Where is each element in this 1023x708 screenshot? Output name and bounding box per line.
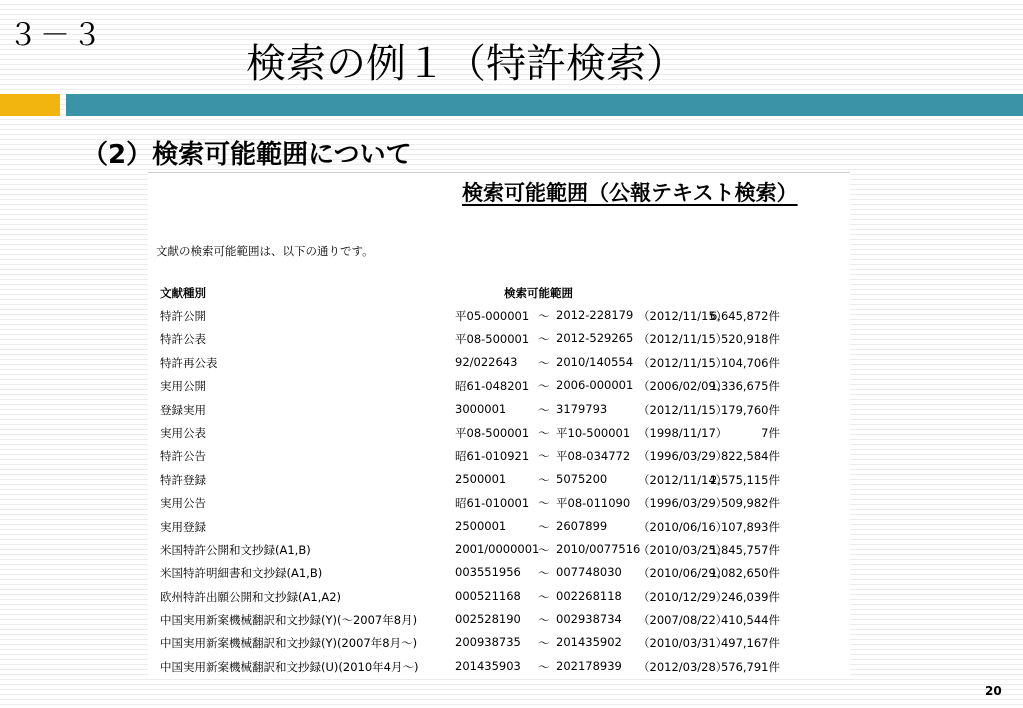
table-row xyxy=(148,351,850,374)
row-document-type: 実用公開 xyxy=(160,379,206,394)
row-range-separator: ～ xyxy=(538,542,550,557)
row-range-end: 平10-500001 xyxy=(556,425,631,440)
page-number: 20 xyxy=(985,684,1002,698)
slide-title: 検索の例１（特許検索） xyxy=(246,41,686,87)
row-range-end: 平08-034772 xyxy=(556,449,631,464)
table-row xyxy=(148,655,850,678)
row-date: （2010/03/31） xyxy=(638,636,728,651)
row-date: （2012/03/28） xyxy=(638,659,728,674)
row-count: 509,982件 xyxy=(720,496,780,511)
row-range-end: 201435902 xyxy=(556,635,622,650)
accent-bar-teal xyxy=(66,94,1023,116)
table-row xyxy=(148,561,850,584)
row-count: 7件 xyxy=(761,425,780,440)
row-range-separator: ～ xyxy=(538,402,550,417)
row-date: （2012/11/15） xyxy=(638,355,728,370)
row-range-start: 92/022643 xyxy=(455,354,518,369)
row-range-end: 002938734 xyxy=(556,612,622,627)
row-date: （2010/03/25） xyxy=(638,542,728,557)
row-date: （2012/11/15） xyxy=(638,402,728,417)
row-range-end: 2010/0077516 xyxy=(556,541,641,556)
table-row xyxy=(148,608,850,631)
row-count: 6,645,872件 xyxy=(709,309,780,323)
row-count: 107,893件 xyxy=(720,519,780,534)
row-count: 246,039件 xyxy=(720,589,780,604)
row-range-separator: ～ xyxy=(538,589,550,604)
row-date: （1996/03/29） xyxy=(638,496,728,511)
table-row xyxy=(148,421,850,444)
row-range-start: 2001/0000001 xyxy=(455,541,540,556)
row-date: （1996/03/29） xyxy=(638,449,728,464)
row-document-type: 中国実用新案機械翻訳和文抄録(Y)(～2007年8月) xyxy=(160,613,418,628)
row-range-end: 2010/140554 xyxy=(556,354,634,369)
table-row xyxy=(148,398,850,421)
row-document-type: 欧州特許出願公開和文抄録(A1,A2) xyxy=(160,589,341,604)
column-header-document-type: 文献種別 xyxy=(160,286,206,300)
row-document-type: 特許再公表 xyxy=(160,355,218,370)
row-date: （2012/11/15） xyxy=(638,309,728,323)
row-range-end: 2012-529265 xyxy=(556,331,634,346)
row-count: 179,760件 xyxy=(720,402,780,417)
row-range-end: 2012-228179 xyxy=(556,308,634,322)
row-range-separator: ～ xyxy=(538,659,550,674)
section-number: ３－３ xyxy=(8,18,104,53)
table-row xyxy=(148,444,850,467)
row-range-separator: ～ xyxy=(538,496,550,511)
row-range-separator: ～ xyxy=(538,636,550,651)
row-range-start: 平05-000001 xyxy=(455,309,530,323)
row-date: （2007/08/22） xyxy=(638,613,728,628)
table-row xyxy=(148,304,850,327)
row-count: 520,918件 xyxy=(720,332,780,347)
row-document-type: 登録実用 xyxy=(160,402,206,417)
row-range-end: 平08-011090 xyxy=(556,496,631,511)
table-row xyxy=(148,515,850,538)
row-range-start: 201435903 xyxy=(455,658,521,673)
row-range-start: 002528190 xyxy=(455,612,521,627)
row-range-end: 002268118 xyxy=(556,588,622,603)
row-range-separator: ～ xyxy=(538,449,550,464)
row-range-end: 007748030 xyxy=(556,565,622,580)
intro-text: 文献の検索可能範囲は、以下の通りです。 xyxy=(156,244,374,258)
row-count: 2,575,115件 xyxy=(709,472,780,487)
table-row xyxy=(148,491,850,514)
table-row xyxy=(148,374,850,397)
column-header-search-range: 検索可能範囲 xyxy=(504,286,573,300)
row-count: 410,544件 xyxy=(720,613,780,628)
row-range-separator: ～ xyxy=(538,566,550,581)
row-range-start: 平08-500001 xyxy=(455,425,530,440)
row-document-type: 中国実用新案機械翻訳和文抄録(U)(2010年4月～) xyxy=(160,659,419,674)
search-range-panel xyxy=(148,172,850,679)
row-date: （2010/06/16） xyxy=(638,519,728,534)
row-range-start: 003551956 xyxy=(455,565,521,580)
row-range-end: 2607899 xyxy=(556,518,608,533)
row-range-separator: ～ xyxy=(538,519,550,534)
table-row xyxy=(148,631,850,654)
row-document-type: 特許公表 xyxy=(160,332,206,347)
row-document-type: 中国実用新案機械翻訳和文抄録(Y)(2007年8月～) xyxy=(160,636,418,651)
row-range-end: 3179793 xyxy=(556,401,608,416)
row-range-start: 平08-500001 xyxy=(455,332,530,347)
row-count: 1,336,675件 xyxy=(709,379,780,394)
row-document-type: 実用公告 xyxy=(160,496,206,511)
table-row xyxy=(148,538,850,561)
row-count: 104,706件 xyxy=(720,355,780,370)
row-count: 497,167件 xyxy=(720,636,780,651)
row-date: （2012/11/14） xyxy=(638,472,728,487)
row-document-type: 特許公告 xyxy=(160,449,206,464)
row-range-separator: ～ xyxy=(538,379,550,394)
row-document-type: 特許公開 xyxy=(160,309,206,323)
row-range-start: 2500001 xyxy=(455,518,507,533)
row-count: 1,845,757件 xyxy=(709,542,780,557)
row-range-start: 昭61-048201 xyxy=(455,379,530,394)
row-range-start: 昭61-010921 xyxy=(455,449,530,464)
row-range-start: 200938735 xyxy=(455,635,521,650)
row-date: （2010/12/29） xyxy=(638,589,728,604)
row-document-type: 実用公表 xyxy=(160,425,206,440)
accent-bar-orange xyxy=(0,94,60,116)
row-range-end: 5075200 xyxy=(556,471,608,486)
row-range-end: 2006-000001 xyxy=(556,378,634,393)
row-range-separator: ～ xyxy=(538,355,550,370)
row-range-separator: ～ xyxy=(538,309,550,323)
row-date: （2010/06/29） xyxy=(638,566,728,581)
row-document-type: 米国特許明細書和文抄録(A1,B) xyxy=(160,566,323,581)
row-range-end: 202178939 xyxy=(556,658,622,673)
row-date: （2006/02/09） xyxy=(638,379,728,394)
row-document-type: 特許登録 xyxy=(160,472,206,487)
row-range-start: 2500001 xyxy=(455,471,507,486)
table-row xyxy=(148,585,850,608)
table-row xyxy=(148,468,850,491)
row-range-separator: ～ xyxy=(538,472,550,487)
table-row xyxy=(148,327,850,350)
row-date: （1998/11/17） xyxy=(638,425,728,440)
row-range-separator: ～ xyxy=(538,332,550,347)
slide-subtitle: （2）検索可能範囲について xyxy=(82,140,412,170)
row-range-start: 000521168 xyxy=(455,588,521,603)
row-count: 576,791件 xyxy=(720,659,780,674)
row-range-separator: ～ xyxy=(538,613,550,628)
range-table xyxy=(148,304,850,678)
row-count: 1,082,650件 xyxy=(709,566,780,581)
row-document-type: 実用登録 xyxy=(160,519,206,534)
row-count: 822,584件 xyxy=(720,449,780,464)
row-date: （2012/11/15） xyxy=(638,332,728,347)
panel-title: 検索可能範囲（公報テキスト検索） xyxy=(462,181,798,205)
row-range-separator: ～ xyxy=(538,425,550,440)
row-range-start: 昭61-010001 xyxy=(455,496,530,511)
row-document-type: 米国特許公開和文抄録(A1,B) xyxy=(160,542,311,557)
row-range-start: 3000001 xyxy=(455,401,507,416)
